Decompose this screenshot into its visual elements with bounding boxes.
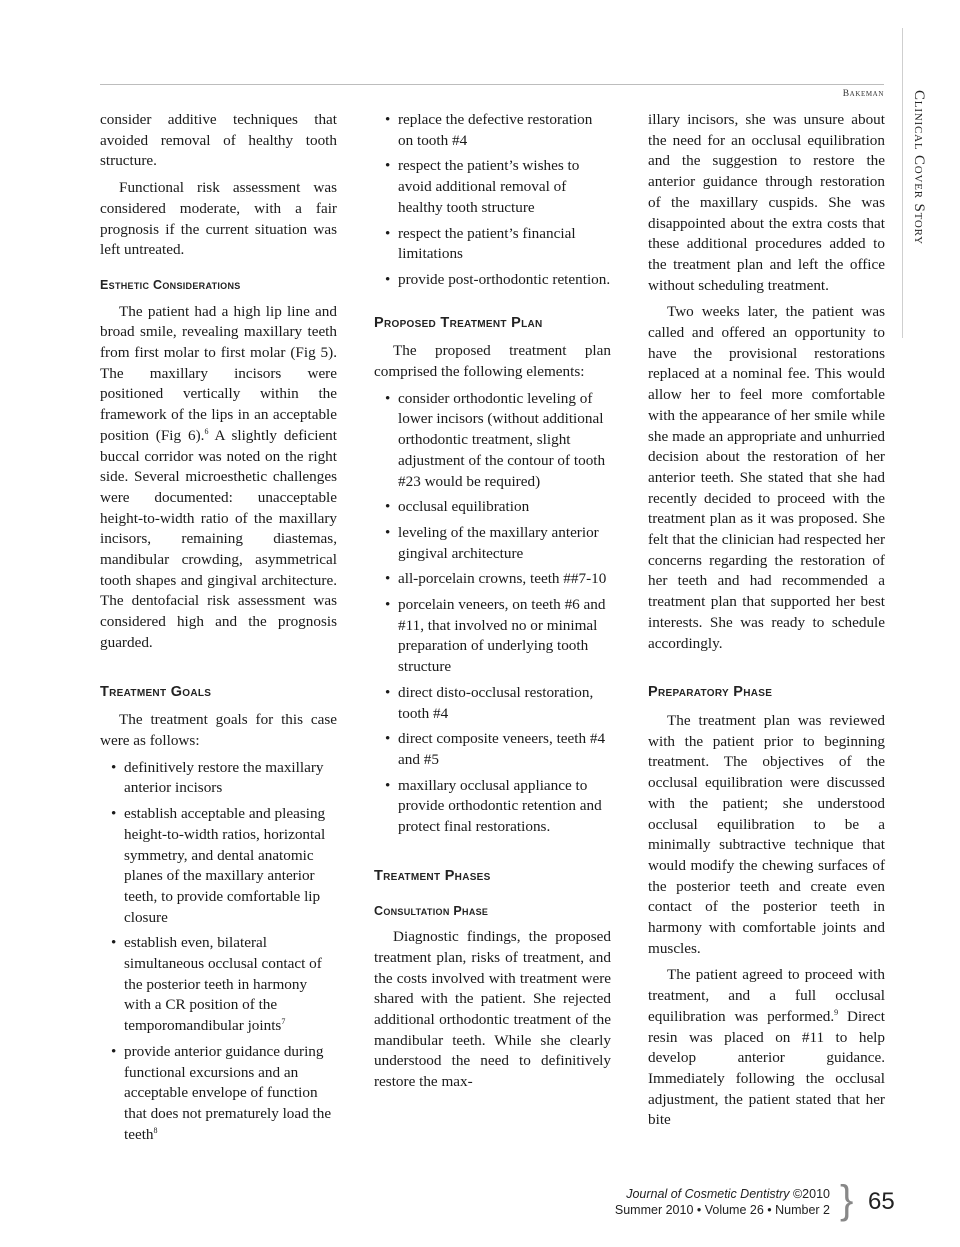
paragraph-intro: consider additive techniques that avoided removal of healthy tooth structure. bbox=[100, 111, 337, 170]
journal-copyright: ©2010 bbox=[789, 1187, 830, 1201]
paragraph-two-weeks: Two weeks later, the patient was called and offered an opportunity to have the provisional restorations replaced at a nominal fee. This would allow her to feel more comfortable with the appearance of her smile while she made an appropriate and unhurried decision about the restoration of her anterior teeth. She stated that she had recently decided to proceed with the treatment plan as it was proposed. She felt that the clinician had respected her concerns regarding the restoration of her teeth and had recommended a treatment plan that supported her best interests. She was ready to schedule accordingly. bbox=[648, 303, 885, 652]
paragraph-agree: The patient agreed to proceed with treatment, and a full occlusal equilibration was performed.$^9$ Direct resin was placed on #11 to help develop anterior guidance. Immediately following the occlusal adjustment, the patient stated that her bite bbox=[648, 966, 885, 1129]
journal-issue: Summer 2010 • Volume 26 • Number 2 bbox=[614, 1203, 830, 1217]
page-number: 65 bbox=[868, 1188, 895, 1215]
heading-proposed-treatment-plan: Proposed Treatment Plan bbox=[374, 314, 543, 331]
paragraph-preparatory: The treatment plan was reviewed with the patient prior to beginning treatment. The objectives of the occlusal equilibration were discussed with the patient; she understood occlusal equilibration to be a minimally subtractive technique that would modify the chewing surfaces of the posterior teeth and create even contact of the posterior teeth in harmony with comfortable joints and muscles. bbox=[648, 711, 885, 957]
heading-treatment-phases: Treatment Phases bbox=[374, 867, 491, 884]
heading-esthetic-considerations: Esthetic Considerations bbox=[100, 277, 241, 292]
list-item: • respect the patient’s financial limitations bbox=[374, 224, 611, 265]
goals-list-continued bbox=[374, 110, 611, 291]
list-item: • replace the defective restoration on tooth #4 bbox=[374, 110, 611, 151]
running-head-author: Bakeman bbox=[842, 89, 884, 99]
column-1 bbox=[100, 110, 337, 1151]
list-item: • provide anterior guidance during functional excursions and an acceptable envelope of function that does not prematurely load the teeth$^8$ bbox=[100, 1042, 337, 1146]
list-item: • establish even, bilateral simultaneous occlusal contact of the posterior teeth in harmony with a CR position of the temporomandibular joints$^7$ bbox=[100, 933, 337, 1037]
list-item: • direct composite veneers, teeth #4 and #5 bbox=[374, 729, 611, 770]
paragraph-continued: illary incisors, she was unsure about the need for an occlusal equilibration and the suggestion to restore the anterior guidance through restoration of the maxillary cuspids. She was disappointed about the extra costs that these additional procedures added to the treatment plan and left the office without scheduling treatment. bbox=[648, 111, 885, 294]
paragraph-plan-intro: The proposed treatment plan comprised the following elements: bbox=[374, 342, 611, 381]
side-rule bbox=[902, 28, 903, 338]
list-item: • respect the patient’s wishes to avoid additional removal of healthy tooth structure bbox=[374, 156, 611, 218]
paragraph-risk: Functional risk assessment was considered moderate, with a fair prognosis if the current situation was left untreated. bbox=[100, 179, 337, 259]
list-item: • occlusal equilibration bbox=[374, 497, 611, 518]
section-side-title: Clinical Cover Story bbox=[911, 90, 927, 245]
footer-journal-info bbox=[615, 1186, 830, 1218]
list-item: • establish acceptable and pleasing height-to-width ratios, horizontal symmetry, and dental anatomic planes of the maxillary anterior teeth, to provide comfortable lip closure bbox=[100, 804, 337, 928]
paragraph-esthetic: The patient had a high lip line and broad smile, revealing maxillary teeth from first molar to first molar (Fig 5). The maxillary incisors were positioned vertically within the framework of the lips in an acceptable position (Fig 6).$^6$ A slightly deficient buccal corridor was noted on the right side. Several microesthetic challenges were documented: unacceptable height-to-width ratio of the maxillary incisors, remaining diastemas, mandibular crowding, asymmetrical tooth shapes and gingival architecture. The dentofacial risk assessment was considered high and the prognosis guarded. bbox=[100, 302, 337, 651]
list-item: • provide post-orthodontic retention. bbox=[374, 270, 611, 291]
paragraph-consultation: Diagnostic findings, the proposed treatment plan, risks of treatment, and the costs involved with treatment were shared with the patient. She rejected additional orthodontic treatment of the mandibular teeth. While she clearly understood the need to definitively restore the max- bbox=[374, 928, 611, 1091]
heading-preparatory-phase: Preparatory Phase bbox=[648, 684, 773, 701]
list-item: • porcelain veneers, on teeth #6 and #11, that involved no or minimal preparation of underlying tooth structure bbox=[374, 595, 611, 678]
header-rule bbox=[100, 84, 884, 85]
list-item: • leveling of the maxillary anterior gingival architecture bbox=[374, 523, 611, 564]
goals-list bbox=[100, 758, 337, 1146]
list-item: • maxillary occlusal appliance to provide orthodontic retention and protect final restorations. bbox=[374, 776, 611, 838]
list-item: • definitively restore the maxillary anterior incisors bbox=[100, 758, 337, 799]
heading-treatment-goals: Treatment Goals bbox=[100, 683, 212, 700]
column-2 bbox=[374, 110, 611, 1099]
paragraph-goals-intro: The treatment goals for this case were as follows: bbox=[100, 711, 337, 749]
journal-name: Journal of Cosmetic Dentistry bbox=[626, 1187, 790, 1201]
plan-list bbox=[374, 389, 611, 838]
column-3 bbox=[648, 110, 885, 1137]
list-item: • consider orthodontic leveling of lower incisors (without additional orthodontic treatment, slight adjustment of the contour of tooth #23 would be required) bbox=[374, 389, 611, 493]
list-item: • direct disto-occlusal restoration, tooth #4 bbox=[374, 683, 611, 724]
list-item: • all-porcelain crowns, teeth ##7-10 bbox=[374, 569, 611, 590]
heading-consultation-phase: Consultation Phase bbox=[374, 903, 489, 918]
brace-divider: } bbox=[840, 1178, 854, 1222]
